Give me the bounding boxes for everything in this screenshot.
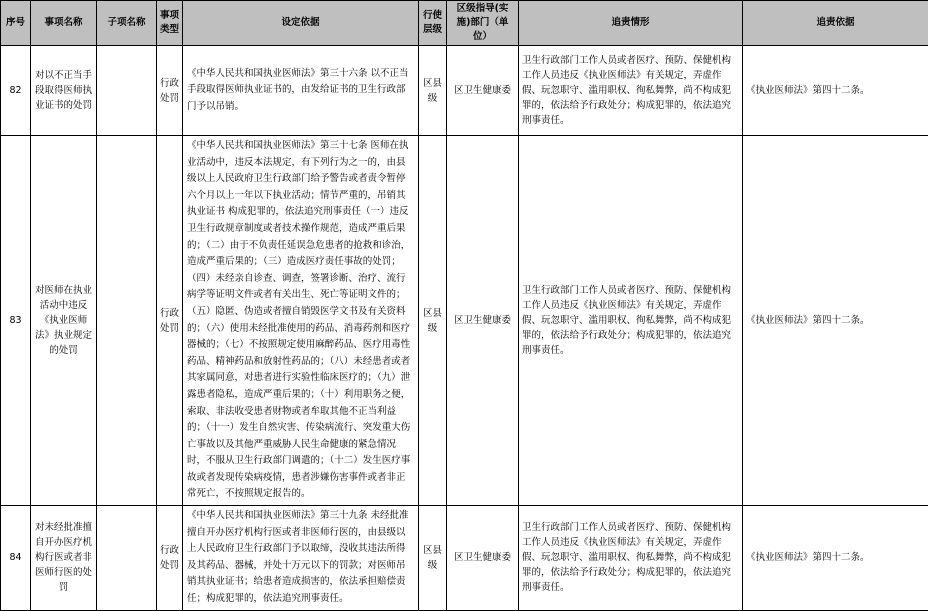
- header-seq: 序号: [1, 1, 31, 46]
- cell-accountability: 卫生行政部门工作人员或者医疗、预防、保健机构工作人员违反《执业医师法》有关规定，弄虚作假、玩忽职守、滥用职权、徇私舞弊，尚不构成犯罪的，依法给予行政处分；构成犯罪的，依法追究刑事责任。: [519, 136, 743, 506]
- header-basis: 设定依据: [183, 1, 419, 46]
- cell-basis: 《中华人民共和国执业医师法》第三十六条 以不正当手段取得医师执业证书的，由发给证书的卫生行政部门予以吊销。: [183, 46, 419, 136]
- header-level: 行使层级: [419, 1, 447, 46]
- cell-sub-item: [97, 46, 157, 136]
- cell-acc-basis: 《执业医师法》第四十二条。: [743, 46, 928, 136]
- cell-item-type: 行政处罚: [157, 46, 183, 136]
- cell-basis: 《中华人民共和国执业医师法》第三十七条 医师在执业活动中，违反本法规定，有下列行为之一的，由县级以上人民政府卫生行政部门给予警告或者责令暂停六个月以上一年以下执业活动；情节严重的，吊销其执业证书 构成犯罪的，依法追究刑事责任（一）违反卫生行政规章制度或者技术操作规范，造成严重后果的；（二）由于不负责任延误急危患者的抢救和诊治，造成严重后果的；（三）造成医疗责任事故的处罚；（四）未经亲自诊查、调查，签署诊断、治疗、流行病学等证明文件或者有关出生、死亡等证明文件的；（五）隐匿、伪造或者擅自销毁医学文书及有关资料的；（六）使用未经批准使用的药品、消毒药剂和医疗器械的；（七）不按照规定使用麻醉药品、医疗用毒性药品、精神药品和放射性药品的；（八）未经患者或者其家属同意，对患者进行实验性临床医疗的；（九）泄露患者隐私，造成严重后果的；（十）利用职务之便，索取、非法收受患者财物或者牟取其他不正当利益的；（十一）发生自然灾害、传染病流行、突发重大伤亡事故以及其他严重威胁人民生命健康的紧急情况时，不服从卫生行政部门调遣的；（十二）发生医疗事故或者发现传染病疫情，患者涉嫌伤害事件或者非正常死亡，不按照规定报告的。: [183, 136, 419, 506]
- header-item-type: 事项类型: [157, 1, 183, 46]
- cell-sub-item: [97, 136, 157, 506]
- cell-seq: 84: [1, 506, 31, 611]
- cell-basis: 《中华人民共和国执业医师法》第三十九条 未经批准擅自开办医疗机构行医或者非医师行医的，由县级以上人民政府卫生行政部门予以取缔，没收其违法所得及其药品、器械，并处十万元以下的罚款；对医师吊销其执业证书；给患者造成损害的，依法承担赔偿责任；构成犯罪的，依法追究刑事责任。: [183, 506, 419, 611]
- cell-item-name: 对医师在执业活动中违反《执业医师法》执业规定的处罚: [31, 136, 97, 506]
- cell-seq: 83: [1, 136, 31, 506]
- cell-level: 区县级: [419, 136, 447, 506]
- cell-acc-basis: 《执业医师法》第四十二条。: [743, 136, 928, 506]
- cell-item-name: 对未经批准擅自开办医疗机构行医或者非医师行医的处罚: [31, 506, 97, 611]
- table-row: [1, 506, 928, 611]
- cell-level: 区县级: [419, 46, 447, 136]
- table-row: [1, 46, 928, 136]
- header-sub-item: 子项名称: [97, 1, 157, 46]
- cell-item-name: 对以不正当手段取得医师执业证书的处罚: [31, 46, 97, 136]
- cell-item-type: 行政处罚: [157, 506, 183, 611]
- cell-accountability: 卫生行政部门工作人员或者医疗、预防、保健机构工作人员违反《执业医师法》有关规定，弄虚作假、玩忽职守、滥用职权、徇私舞弊，尚不构成犯罪的，依法给予行政处分；构成犯罪的，依法追究刑事责任。: [519, 506, 743, 611]
- header-item-name: 事项名称: [31, 1, 97, 46]
- header-accountability: 追责情形: [519, 1, 743, 46]
- header-acc-basis: 追责依据: [743, 1, 928, 46]
- cell-accountability: 卫生行政部门工作人员或者医疗、预防、保健机构工作人员违反《执业医师法》有关规定，弄虚作假、玩忽职守、滥用职权、徇私舞弊，尚不构成犯罪的，依法给予行政处分；构成犯罪的，依法追究刑事责任。: [519, 46, 743, 136]
- cell-acc-basis: 《执业医师法》第四十二条。: [743, 506, 928, 611]
- table-row: [1, 136, 928, 506]
- cell-seq: 82: [1, 46, 31, 136]
- cell-level: 区县级: [419, 506, 447, 611]
- header-dept: 区级指导(实施)部门（单位）: [447, 1, 519, 46]
- cell-dept: 区卫生健康委: [447, 506, 519, 611]
- cell-dept: 区卫生健康委: [447, 46, 519, 136]
- cell-dept: 区卫生健康委: [447, 136, 519, 506]
- cell-item-type: 行政处罚: [157, 136, 183, 506]
- header-row: [1, 1, 928, 46]
- cell-sub-item: [97, 506, 157, 611]
